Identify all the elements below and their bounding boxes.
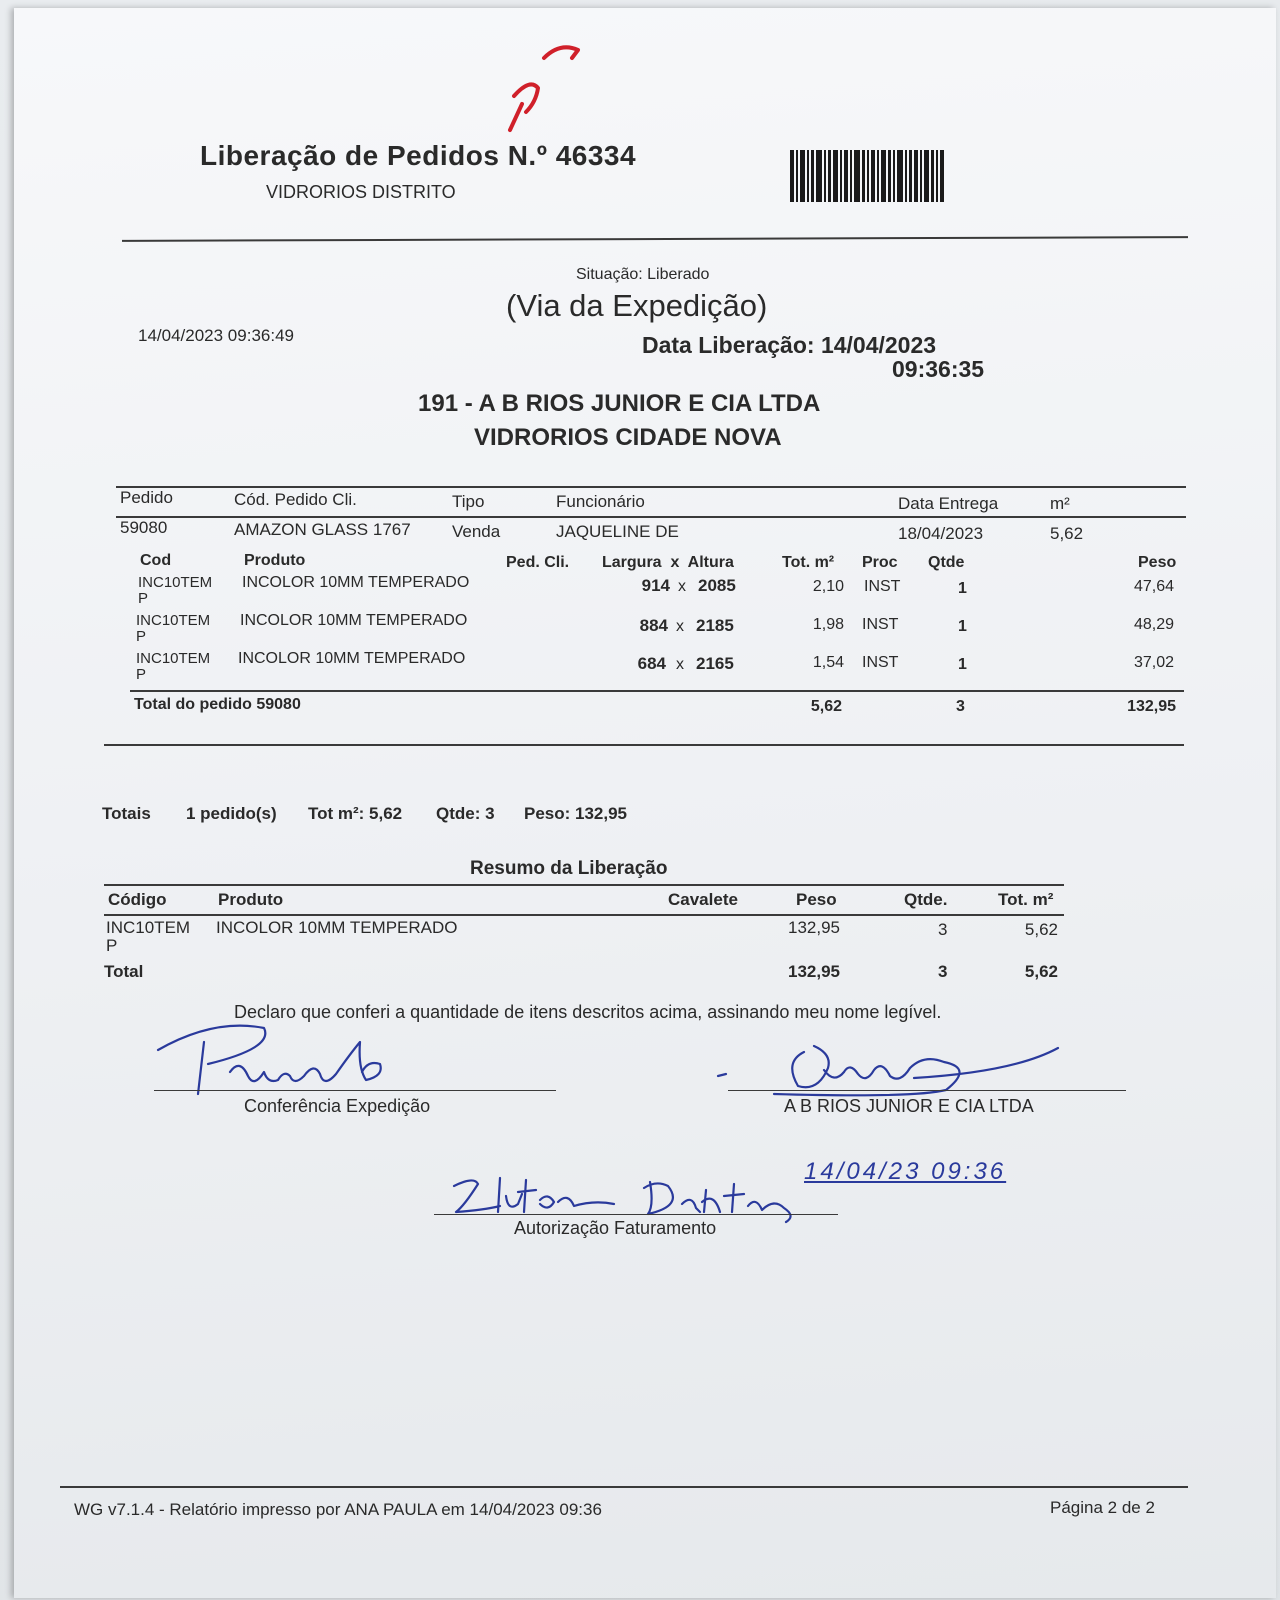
item-cod: INC10TEM: [136, 650, 211, 667]
barcode-image: [790, 150, 980, 202]
item-peso: 47,64: [1133, 578, 1174, 595]
item-proc: INST: [864, 578, 901, 595]
summary-total-peso: 132,95: [788, 962, 840, 981]
items-col-tot-m2: Tot. m²: [782, 554, 835, 571]
summary-col-cavalete: Cavalete: [668, 890, 738, 909]
totals-m2: Tot m²: 5,62: [308, 804, 403, 823]
item-largura: 884: [639, 616, 668, 635]
item-x: x: [676, 618, 684, 635]
section-divider: [104, 744, 1184, 746]
summary-row-peso: 132,95: [788, 918, 840, 937]
header-divider: [122, 236, 1188, 242]
items-col-produto: Produto: [244, 552, 306, 569]
summary-row-produto: INCOLOR 10MM TEMPERADO: [216, 918, 458, 937]
items-total-rule: [130, 690, 1184, 692]
col-pedido-header: Pedido: [120, 488, 173, 507]
items-col-proc: Proc: [862, 554, 898, 571]
document-page: [14, 8, 1276, 1598]
item-qtde: 1: [958, 656, 967, 673]
item-cod-suffix: P: [136, 666, 147, 683]
summary-row-tot-m2: 5,62: [1024, 920, 1058, 939]
totals-pedidos: 1 pedido(s): [186, 804, 277, 823]
col-tipo-header: Tipo: [452, 492, 485, 511]
summary-col-peso: Peso: [796, 890, 837, 909]
signature-line-conferencia: [154, 1090, 556, 1091]
order-total-peso: 132,95: [1127, 698, 1176, 715]
item-cod: INC10TEM: [136, 612, 211, 629]
signature-line-cliente: [728, 1090, 1126, 1091]
item-cod-suffix: P: [138, 590, 149, 607]
summary-row-qtde: 3: [938, 920, 948, 939]
summary-top-rule: [104, 884, 1064, 886]
footer-page-number: Página 2 de 2: [1050, 1498, 1155, 1517]
item-qtde: 1: [958, 618, 967, 635]
item-produto: INCOLOR 10MM TEMPERADO: [238, 650, 466, 667]
summary-header-rule: [104, 914, 1064, 916]
order-data-entrega-value: 18/04/2023: [898, 524, 984, 543]
totals-peso: Peso: 132,95: [524, 804, 628, 823]
order-funcionario-value: JAQUELINE DE: [556, 522, 679, 541]
summary-row-cod: INC10TEM: [106, 918, 191, 937]
summary-col-produto: Produto: [218, 890, 284, 909]
item-produto: INCOLOR 10MM TEMPERADO: [240, 612, 468, 629]
order-tipo-value: Venda: [452, 522, 501, 541]
item-altura: 2085: [698, 576, 736, 595]
summary-col-codigo: Código: [108, 890, 167, 909]
signature-line-autorizacao: [434, 1214, 838, 1215]
item-produto: INCOLOR 10MM TEMPERADO: [242, 574, 470, 591]
items-col-qtde: Qtde: [928, 554, 965, 571]
col-funcionario-header: Funcionário: [556, 492, 645, 511]
items-col-largura-altura: Largura x Altura: [602, 554, 734, 571]
item-cod-suffix: P: [136, 628, 147, 645]
order-total-m2: 5,62: [810, 698, 842, 715]
col-m2-header: m²: [1050, 494, 1070, 513]
summary-row-cod-suffix: P: [106, 936, 118, 955]
autorizacao-label: Autorização Faturamento: [514, 1218, 717, 1238]
items-col-peso: Peso: [1138, 554, 1177, 571]
item-x: x: [676, 656, 684, 673]
summary-col-qtde: Qtde.: [904, 890, 948, 909]
item-peso: 37,02: [1133, 654, 1174, 671]
order-m2-value: 5,62: [1050, 524, 1084, 543]
footer-rule: [60, 1486, 1188, 1488]
release-time: 09:36:35: [892, 356, 985, 382]
document-title: Liberação de Pedidos N.º 46334: [200, 140, 637, 171]
declaration-text: Declaro que conferi a quantidade de itens descritos acima, assinando meu nome legível.: [234, 1002, 942, 1022]
order-cod-pedido-cli-value: AMAZON GLASS 1767: [234, 520, 411, 539]
order-header-rule: [116, 516, 1186, 518]
item-x: x: [678, 578, 686, 595]
summary-col-tot-m2: Tot. m²: [998, 890, 1054, 909]
item-largura: 914: [641, 576, 670, 595]
item-cod: INC10TEM: [138, 574, 213, 591]
totals-label: Totais: [102, 804, 151, 823]
copy-label: (Via da Expedição): [506, 288, 768, 323]
handwritten-date: 14/04/23 09:36: [804, 1158, 1007, 1185]
order-pedido-value: 59080: [120, 518, 168, 537]
item-altura: 2165: [696, 654, 734, 673]
release-date: Data Liberação: 14/04/2023: [642, 332, 937, 358]
col-data-entrega-header: Data Entrega: [898, 494, 999, 513]
summary-title: Resumo da Liberação: [470, 858, 668, 879]
item-tot-m2: 1,54: [812, 654, 844, 671]
item-tot-m2: 2,10: [812, 578, 844, 595]
red-pen-mark: [492, 36, 602, 136]
item-largura: 684: [637, 654, 666, 673]
issuer-company: VIDRORIOS DISTRITO: [266, 182, 456, 202]
summary-total-tot-m2: 5,62: [1024, 962, 1058, 981]
item-tot-m2: 1,98: [812, 616, 844, 633]
cliente-signature-label: A B RIOS JUNIOR E CIA LTDA: [784, 1096, 1034, 1116]
item-qtde: 1: [958, 580, 967, 597]
item-peso: 48,29: [1133, 616, 1174, 633]
order-total-qtde: 3: [956, 698, 965, 715]
summary-total-qtde: 3: [938, 962, 948, 981]
footer-printed-by: WG v7.1.4 - Relatório impresso por ANA PAULA em 14/04/2023 09:36: [74, 1500, 602, 1519]
col-cod-pedido-cli-header: Cód. Pedido Cli.: [234, 490, 357, 509]
order-total-label: Total do pedido 59080: [134, 696, 301, 713]
item-altura: 2185: [696, 616, 734, 635]
totals-qtde: Qtde: 3: [436, 804, 495, 823]
status-text: Situação: Liberado: [576, 266, 710, 283]
summary-total-label: Total: [104, 962, 144, 981]
items-col-cod: Cod: [140, 552, 172, 569]
print-timestamp: 14/04/2023 09:36:49: [138, 326, 294, 345]
item-proc: INST: [862, 616, 899, 633]
order-table-top-rule: [116, 486, 1186, 488]
item-proc: INST: [862, 654, 899, 671]
items-col-ped-cli: Ped. Cli.: [506, 554, 570, 571]
client-store: VIDRORIOS CIDADE NOVA: [474, 424, 782, 451]
client-name: 191 - A B RIOS JUNIOR E CIA LTDA: [418, 390, 821, 417]
conferencia-label: Conferência Expedição: [244, 1096, 431, 1116]
